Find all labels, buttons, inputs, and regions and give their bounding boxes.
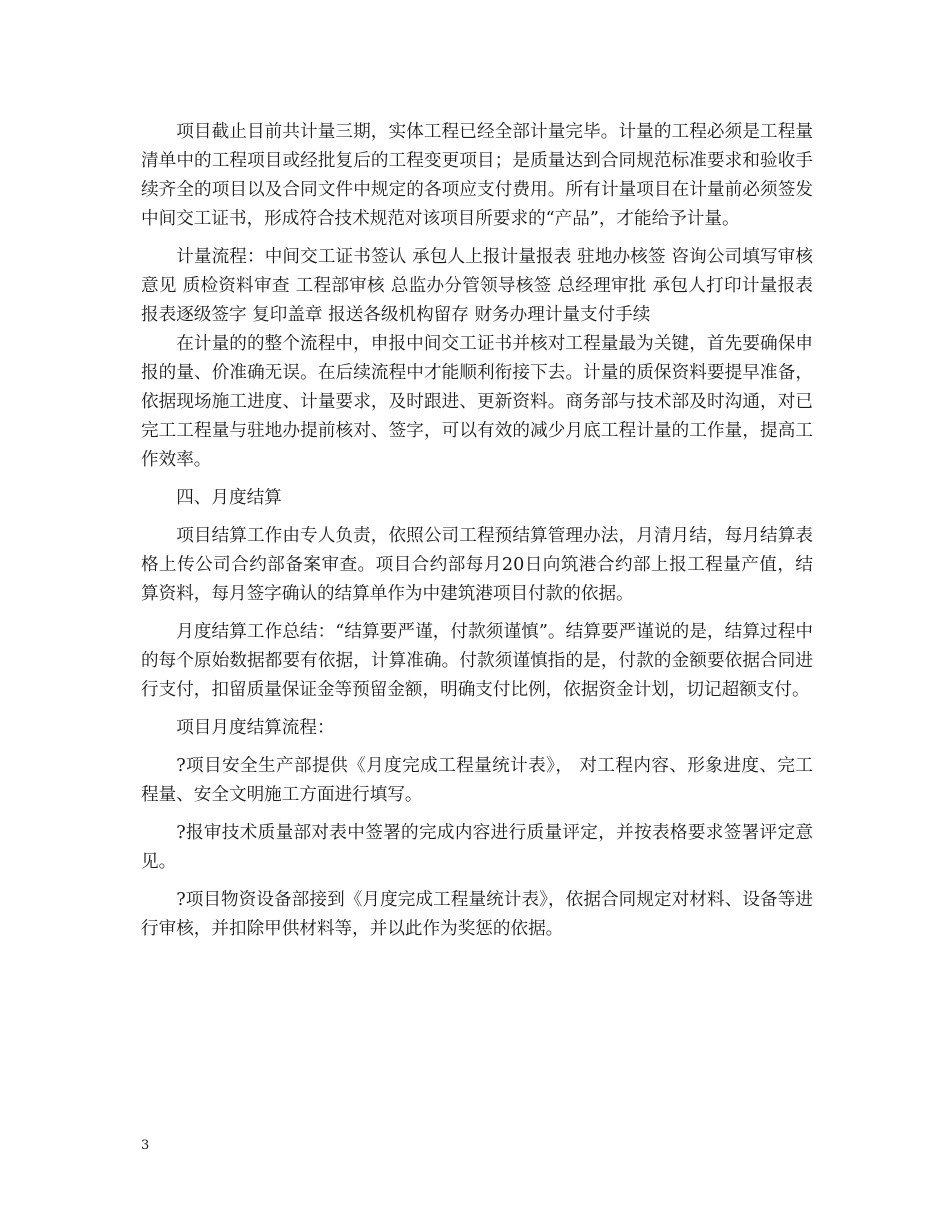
- paragraph-settlement-process-title: 项目月度结算流程：: [176, 718, 335, 738]
- document-body: [141, 118, 813, 944]
- list-item-materials-department: ?项目物资设备部接到《月度完成工程量统计表》，依据合同规定对材料、设备等进行审核，并扣除甲供材料等，并以此作为奖惩的依据。: [141, 890, 813, 939]
- list-item-safety-department: ?项目安全生产部提供《月度完成工程量统计表》， 对工程内容、形象进度、完工程量、安全文明施工方面进行填写。: [141, 756, 813, 805]
- paragraph-settlement-summary: 月度结算工作总结：“结算要严谨，付款须谨慎”。结算要严谨说的是，结算过程中的每个原始数据都要有依据，计算准确。付款须谨慎指的是，付款的金额要依据合同进行支付，扣留质量保证金等预留金额，明确支付比例，依据资金计划，切记超额支付。: [141, 622, 813, 700]
- paragraph-metering-process: 计量流程：中间交工证书签认 承包人上报计量报表 驻地办核签 咨询公司填写审核意见 质检资料审查 工程部审核 总监办分管领导核签 总经理审批 承包人打印计量报表 报表逐级签字 复印盖章 报送各级机构留存 财务办理计量支付手续: [141, 247, 813, 325]
- page-number: 3: [141, 1138, 150, 1153]
- paragraph-metering-key-points: 在计量的的整个流程中，申报中间交工证书并核对工程量最为关键，首先要确保申报的量、价准确无误。在后续流程中才能顺利衔接下去。计量的质保资料要提早准备，依据现场施工进度、计量要求，及时跟进、更新资料。商务部与技术部及时沟通，对已完工工程量与驻地办提前核对、签字，可以有效的减少月底工程计量的工作量，提高工作效率。: [141, 334, 813, 470]
- section-heading-monthly-settlement: 四、月度结算: [176, 488, 282, 508]
- list-item-quality-department: ?报审技术质量部对表中签署的完成内容进行质量评定，并按表格要求签署评定意见。: [141, 823, 813, 872]
- paragraph-metering-overview: 项目截止目前共计量三期，实体工程已经全部计量完毕。计量的工程必须是工程量清单中的工程项目或经批复后的工程变更项目；是质量达到合同规范标准要求和验收手续齐全的项目以及合同文件中规定的各项应支付费用。所有计量项目在计量前必须签发中间交工证书，形成符合技术规范对该项目所要求的“产品”，才能给予计量。: [141, 122, 813, 229]
- paragraph-settlement-responsibility: 项目结算工作由专人负责，依照公司工程预结算管理办法，月清月结，每月结算表格上传公司合约部备案审查。项目合约部每月20日向筑港合约部上报工程量产值，结算资料，每月签字确认的结算单作为中建筑港项目付款的依据。: [141, 526, 813, 604]
